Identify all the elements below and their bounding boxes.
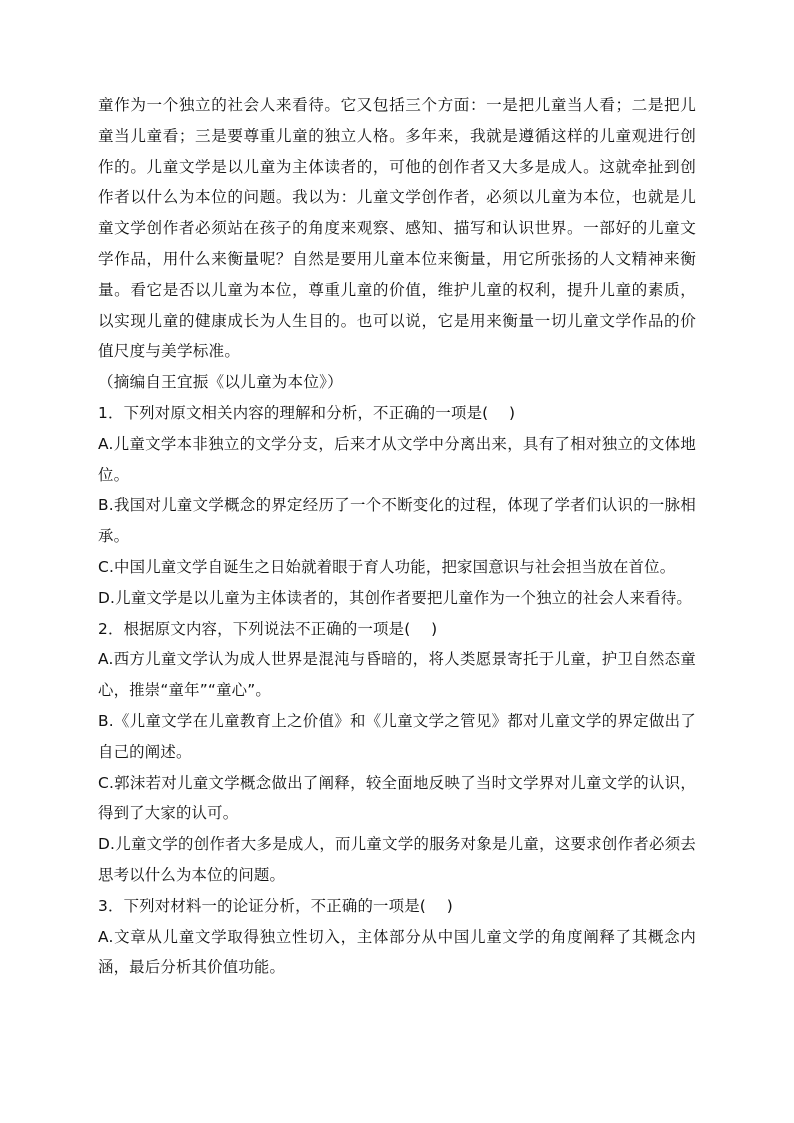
question-2 xyxy=(98,614,696,891)
reading-passage xyxy=(98,90,696,398)
question-stem: 1．下列对原文相关内容的理解和分析，不正确的一项是( ) xyxy=(98,403,516,422)
question-1 xyxy=(98,398,696,614)
document-page xyxy=(98,90,696,983)
passage-source: （摘编自王宜振《以儿童为本位》） xyxy=(98,373,343,392)
question-3 xyxy=(98,891,696,983)
option-a: A.儿童文学本非独立的文学分支，后来才从文学中分离出来，具有了相对独立的文体地位。 xyxy=(98,434,696,484)
question-stem: 3．下列对材料一的论证分析，不正确的一项是( ) xyxy=(98,896,453,915)
option-b: B.《儿童文学在儿童教育上之价值》和《儿童文学之管见》都对儿童文学的界定做出了自己的阐述。 xyxy=(98,711,696,761)
option-c: C.郭沫若对儿童文学概念做出了阐释，较全面地反映了当时文学界对儿童文学的认识，得到了大家的认可。 xyxy=(98,773,696,823)
passage-paragraph: 童作为一个独立的社会人来看待。它又包括三个方面：一是把儿童当人看；二是把儿童当儿童看；三是要尊重儿童的独立人格。多年来，我就是遵循这样的儿童观进行创作的。儿童文学是以儿童为主体读者的，可他的创作者又大多是成人。这就牵扯到创作者以什么为本位的问题。我以为：儿童文学创作者，必须以儿童为本位，也就是儿童文学创作者必须站在孩子的角度来观察、感知、描写和认识世界。一部好的儿童文学作品，用什么来衡量呢？自然是要用儿童本位来衡量，用它所张扬的人文精神来衡量。看它是否以儿童为本位，尊重儿童的价值，维护儿童的权利，提升儿童的素质，以实现儿童的健康成长为人生目的。也可以说，它是用来衡量一切儿童文学作品的价值尺度与美学标准。 xyxy=(98,96,696,361)
question-stem: 2．根据原文内容，下列说法不正确的一项是( ) xyxy=(98,619,438,638)
option-c: C.中国儿童文学自诞生之日始就着眼于育人功能，把家国意识与社会担当放在首位。 xyxy=(98,557,676,576)
option-d: D.儿童文学是以儿童为主体读者的，其创作者要把儿童作为一个独立的社会人来看待。 xyxy=(98,588,692,607)
option-d: D.儿童文学的创作者大多是成人，而儿童文学的服务对象是儿童，这要求创作者必须去思考以什么为本位的问题。 xyxy=(98,835,696,884)
option-a: A.文章从儿童文学取得独立性切入，主体部分从中国儿童文学的角度阐释了其概念内涵，最后分析其价值功能。 xyxy=(98,927,696,977)
option-b: B.我国对儿童文学概念的界定经历了一个不断变化的过程，体现了学者们认识的一脉相承。 xyxy=(98,496,696,546)
option-a: A.西方儿童文学认为成人世界是混沌与昏暗的，将人类愿景寄托于儿童，护卫自然态童心，推崇“童年”“童心”。 xyxy=(98,650,696,700)
